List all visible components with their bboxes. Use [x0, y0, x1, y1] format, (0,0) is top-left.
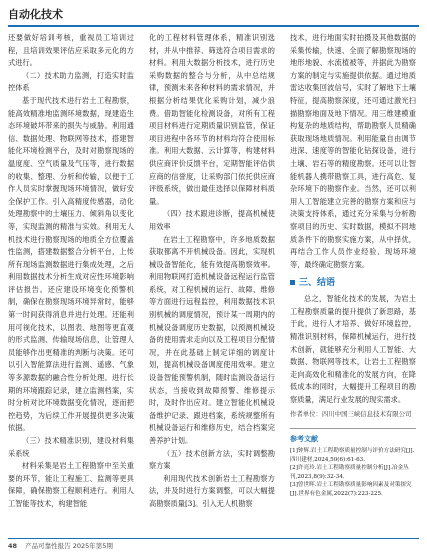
column-1	[8, 32, 134, 511]
paragraph: 在岩土工程勘察中，许多地质数据获取都离不开机械设备。因此，实现机械设备智能化，能有效提高勘察效率。利用物联网打造机械设备远程运行监管系统，对工程机械的运行、故障、维修等方面进行远程监控，利用数据技术识别机械的调度情况，预计某一周期内的机械设备调度历史数据，以预测机械设备的使用需求走向以及工程项目分配情况，并在此基础上制定详细的调度计划，提高机械设备调度使用效率。建立设备智能预警机制，随时监测设备运行状态，当接收到故障预警、维修提示时，及时作出应对。建立智能化机械设备维护记录、跟进档案，系统规整所有机械设备运行和维修历史，结合档案完善养护计划。	[149, 234, 275, 445]
reference-item: [2]许亮玲.岩土工程勘察质量控制分析[J].冶金丛刊,2023,8(9):32-34.	[290, 465, 409, 480]
paragraph: 利用现代技术创新岩土工程勘察方法，并及时进行方案调整，可以大幅提高勘察质量[3]。引入无人机勘察	[149, 473, 275, 508]
column-2	[149, 32, 275, 511]
header-divider	[8, 25, 419, 27]
bullet-icon	[290, 280, 295, 285]
author-affiliation: 作者单位：四川中国三峡信息技术有限公司	[290, 409, 412, 418]
page-footer	[8, 538, 419, 552]
page-header	[8, 6, 419, 26]
section-heading-text: 三、结语	[299, 278, 336, 289]
paragraph: 总之，智能化技术的发展，为岩土工程勘察质量的提升提供了新思路，基于此，进行人才培养、做好环境监控，精准识别材料，保障机械运行，进行技术创新，就能够充分利用人工智能、大数据、物联网等技术，让岩土工程勘察走向高效化和精准化的发展方向，在降低成本的同时，大幅提升工程项目的勘察质量，满足行业发展的现实需求。	[290, 294, 416, 405]
reference-item: [3]曾世晖.岩土工程勘察质量影响因素及对策探究[J].世界有色金属,2022(7):223-225.	[290, 482, 412, 497]
subsection-heading: （二）技术助力监测，打造实时监控体系	[8, 70, 134, 93]
references-title: 参考文献	[290, 434, 318, 443]
journal-info: 产品可靠性报告 2025年第5期	[25, 542, 113, 550]
paragraph: 还要做好培训考核，重视员工培训过程，且培训效果评估应采取多元化的方式进行。	[8, 33, 134, 68]
paragraph: 基于现代技术进行岩土工程勘察，能高效精准地监测环境数据，现建造生态环境破坏带来的损失与威胁。利用通信、数据处理、物联网等技术，搭建智能化环境检测平台，及时对勘察现场的温度度、空气质量及气压等，进行数据的收集、整理、分析和传输，以便于工作人员实时掌握现场环境情况，做好安全保护工作。引入高精度传感器，动化处理勘察中的土壤压力、倾斜角以变化等，实现监测的精准与实效。利用无人机技术进行勘察现场的地质全方位覆盖性监测，搭建数据整合分析平台，上传所有现场监测数据进行集成处理，之后利用数据技术分析生成对应性环境影响评估报告。还应建设环境变化预警机制，确保在勘察现场环境异常时，能够第一时间获得消息并进行处理。还能利用可视化技术，以图表、地图等更直观的形式监测、传输现场信息，让管理人员能够作出更精准的判断与决策。还可以引入智能算法进行监测、遥感、气象等多源数据的融合性分析处理。进行长期的环境跟踪记录，建立监测档案，实时分析对比环境数据变化情况，逐而把控趋势，为后续工作开展提供更多决策依据。	[8, 95, 134, 433]
reference-item: [1]钟辉.岩土工程勘察质量控制与评价方法研究[J].四川建材,2024,50(6):61-63.	[290, 448, 415, 463]
references	[290, 428, 416, 499]
paragraph: 化的工程材料管理体系，精准识别选材，并从中推荐、筛选符合项目需求的材料。利用大数据分析技术，进行历史采购数据的整合与分析，从中总结规律，预测未来各种材料的需求情况，并根据分析结果优化采购计划，减少浪费。借助智能化检测设备，对所有工程项目材料进行定期质量识别监管，保证项目进程中各环节的材料均符合使用标准。利用大数据、云计算等，构建材料供应商评价反馈平台，定期智能评估供应商的信誉度，让采购部门依托供应商评级系统，做出最佳选择以保障材料质量。	[149, 33, 275, 206]
footer-divider	[8, 538, 419, 539]
subsection-heading: （五）技术创新方法，实时调整勘察方案	[149, 448, 275, 471]
subsection-heading: （三）技术精准识别，建设材料集采系统	[8, 436, 134, 458]
section-title: 自动化技术	[8, 8, 63, 21]
page-number: 48	[8, 542, 18, 550]
subsection-heading: （四）技术跟进诊断，提高机械使用效率	[149, 209, 275, 231]
section-heading	[290, 277, 416, 290]
paragraph: 材料采集是岩土工程勘察中至关重要的环节，能让工程施工、监测等更具保障，确保勘察工程顺利进行。利用人工智能等技术，构建智能	[8, 461, 134, 508]
paragraph: 技术，进行地面实时拍摄及其他数据的采集传输，快速、全面了解勘察现场的地形地貌、水流植被等，并据此为勘察方案的制定与实施提供依据。通过地质雷达收集回波信号，实时了解地下土壤特征，提高勘察深度，还可通过激光扫描勘察地面及地下情况。用三维建模重构复杂的地质结构，帮助勘察人员精确获取现场地质情况。利用能量自由调节进深、速度等的智能化钻探设备，进行土壤、岩石等的精度勘察。还可以让智能机器人携带勘察工具，进行高危、复杂环境下的勘察作业。当然，还可以利用人工智能建立完善的勘察方案和应与决策支持体系，通过充分采集与分析勘察项目的历史、实时数据，模拟不同地质条件下的勘察实施方案，从中择优，再结合工作人员作业经验、现场环境等，最终确定勘察方案。	[290, 33, 416, 269]
column-3	[290, 32, 416, 498]
